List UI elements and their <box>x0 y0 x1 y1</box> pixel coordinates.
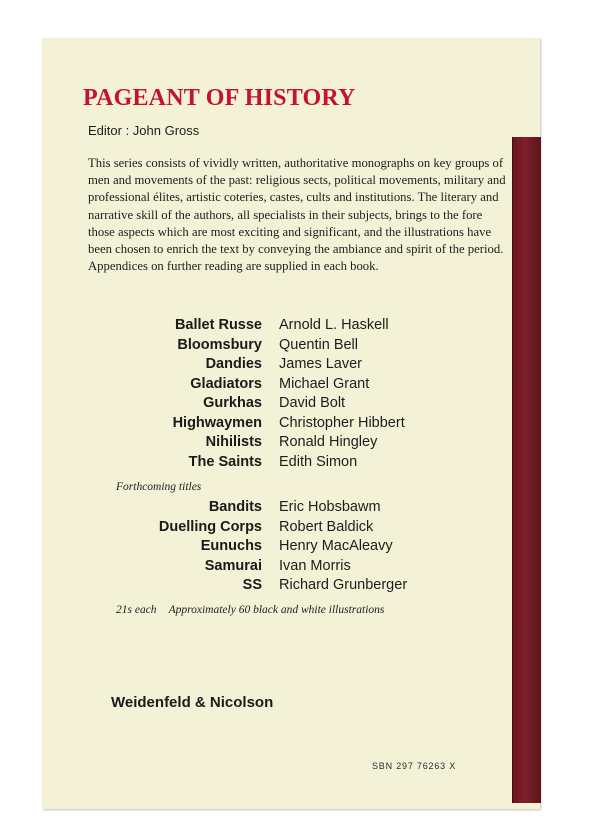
book-author: Ronald Hingley <box>279 434 378 450</box>
illustrations-note: Approximately 60 black and white illustrations <box>168 604 385 616</box>
book-row <box>88 538 508 558</box>
book-row <box>88 499 508 519</box>
book-row <box>88 356 508 376</box>
book-title: The Saints <box>188 453 262 470</box>
book-row <box>88 558 508 578</box>
book-row <box>88 337 508 357</box>
book-row <box>88 434 508 454</box>
book-row <box>88 395 508 415</box>
book-author: Henry MacAleavy <box>279 538 393 554</box>
published-titles-list <box>88 317 508 473</box>
book-title: Gladiators <box>190 375 262 392</box>
book-author: Robert Baldick <box>279 518 374 535</box>
book-title: SS <box>242 577 262 593</box>
book-row <box>88 415 508 435</box>
book-row <box>88 454 508 474</box>
book-author: Richard Grunberger <box>279 577 408 593</box>
book-author: Quentin Bell <box>279 336 358 353</box>
book-title: Highwaymen <box>172 414 262 431</box>
book-author: Ivan Morris <box>279 557 351 574</box>
book-row <box>88 317 508 337</box>
sbn-number: SBN 297 76263 X <box>372 761 457 771</box>
book-author: Arnold L. Haskell <box>279 317 389 333</box>
book-title: Gurkhas <box>203 395 262 411</box>
book-author: Christopher Hibbert <box>279 414 405 431</box>
book-author: James Laver <box>279 356 363 372</box>
spine-band <box>512 137 541 803</box>
book-author: Eric Hobsbawm <box>279 499 381 515</box>
forthcoming-titles-list <box>88 499 508 597</box>
book-title: Samurai <box>204 557 262 574</box>
editor-credit: Editor : John Gross <box>88 123 200 138</box>
book-title: Nihilists <box>205 434 262 450</box>
price: 21s each <box>116 604 157 616</box>
book-row <box>88 519 508 539</box>
book-title: Bandits <box>208 499 262 515</box>
book-title: Bloomsbury <box>177 336 262 353</box>
book-row <box>88 376 508 396</box>
forthcoming-label: Forthcoming titles <box>116 481 202 493</box>
book-author: Edith Simon <box>279 453 358 470</box>
book-title: Dandies <box>205 356 262 372</box>
book-title: Duelling Corps <box>158 518 262 535</box>
book-author: David Bolt <box>279 395 346 411</box>
series-title: PAGEANT OF HISTORY <box>83 85 356 111</box>
book-author: Michael Grant <box>279 375 370 392</box>
series-description: This series consists of vividly written, authoritative monographs on key groups of men and movements of the past: religious sects, political movements, military and professional élites, artistic coteries, castes, cults and institutions. The literary and narrative skill of the authors, all specialists in their subjects, brings to the fore those aspects which are most exciting and significant, and the illustrations have been chosen to enrich the text by conveying the ambiance and spirit of the period. Appendices on further reading are supplied in each book. <box>88 156 506 274</box>
price-line <box>116 604 384 616</box>
book-title: Ballet Russe <box>174 317 262 333</box>
publisher-name: Weidenfeld & Nicolson <box>111 694 274 711</box>
book-row <box>88 577 508 597</box>
book-title: Eunuchs <box>200 538 262 554</box>
